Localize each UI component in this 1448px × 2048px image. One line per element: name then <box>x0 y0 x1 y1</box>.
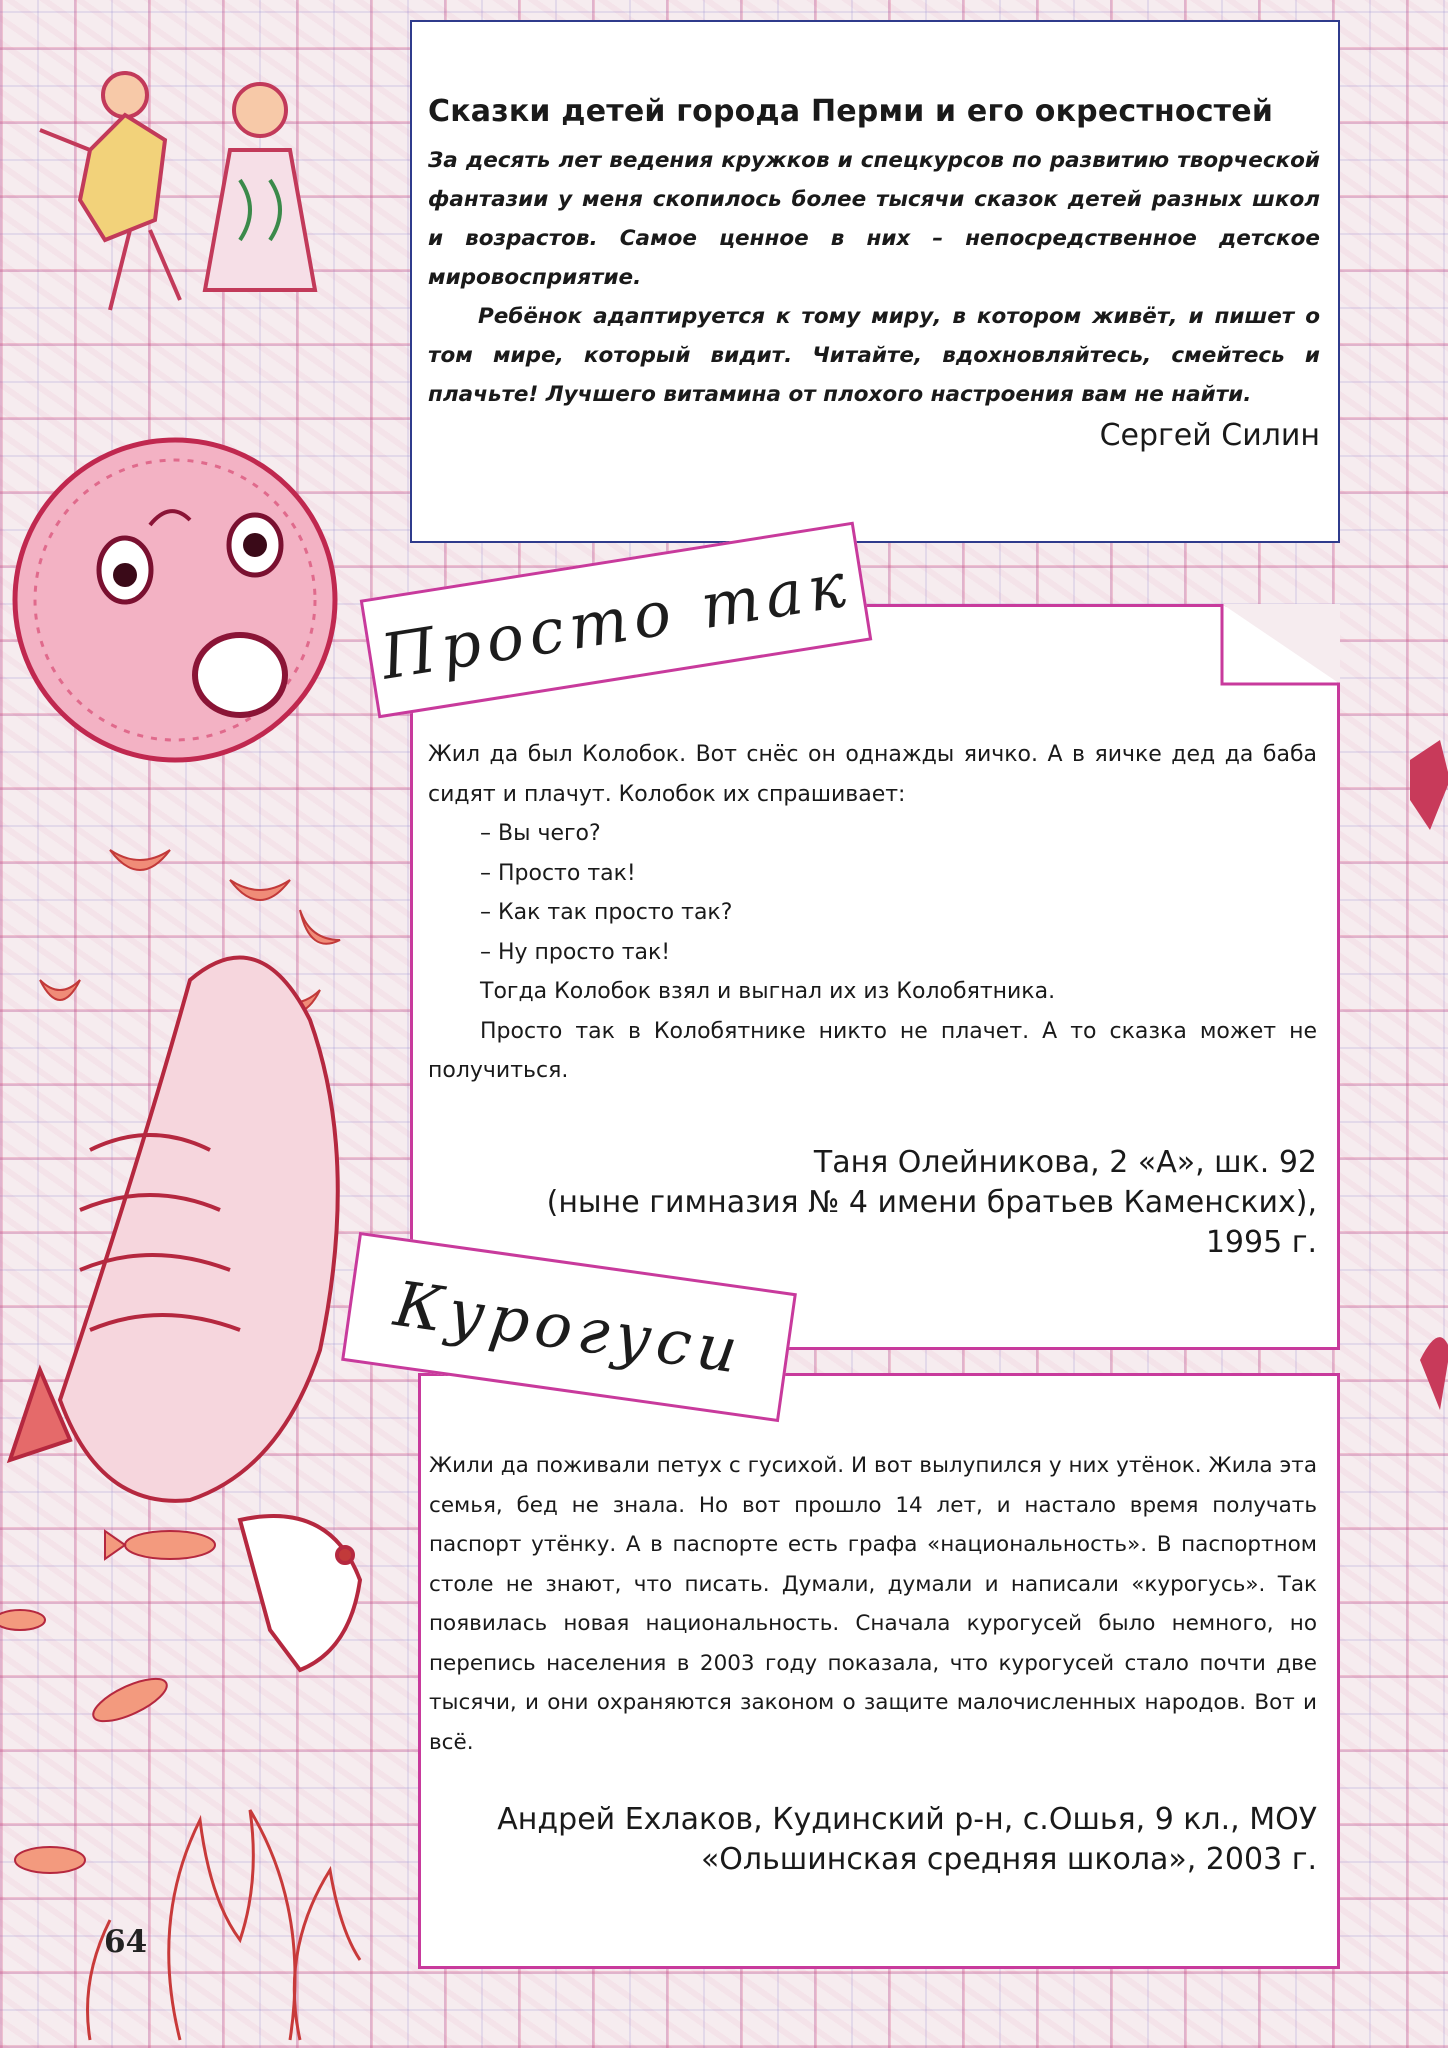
story-line: – Ну просто так! <box>480 939 671 965</box>
story-author-line: (ныне гимназия № 4 имени братьев Каменских), <box>546 1184 1317 1220</box>
fish-doodles <box>0 1531 215 1873</box>
collection-title: Сказки детей города Перми и его окрестностей <box>428 94 1274 129</box>
story-kurogusi <box>418 1373 1340 1969</box>
story-line: Просто так в Колобятнике никто не плачет. А то сказка может не получиться. <box>428 1018 1317 1083</box>
story-author-line: «Ольшинская средняя школа», 2003 г. <box>700 1842 1317 1877</box>
intro-paragraph-2: Ребёнок адаптируется к тому миру, в котором живёт, и пишет о том мире, который видит. Читайте, вдохновляйтесь, смейтесь и плачьте! Лучшего витамина от плохого настроения вам не найти. <box>428 304 1320 407</box>
story-author-line: Таня Олейникова, 2 «А», шк. 92 <box>813 1144 1317 1180</box>
story-title: Просто так <box>375 546 856 694</box>
intro-author: Сергей Силин <box>1099 418 1320 453</box>
story-prosto-tak <box>410 604 1340 1350</box>
story-line: – Как так просто так? <box>480 900 733 925</box>
story-title: Курогуси <box>390 1266 748 1388</box>
people-sketch <box>40 73 315 310</box>
story-body: Жили да поживали петух с гусихой. И вот вылупился у них утёнок. Жила эта семья, бед не знала. Но вот прошло 14 лет, и настало время получать паспорт утёнку. А в паспорте есть графа «национальность». В паспортном столе не знают, что писать. Думали, думали и написали «курогусь». Так появилась новая национальность. Сначала курогусей было немного, но перепись населения в 2003 году показала, что курогусей стало почти две тысячи, и они охраняются законом о защите малочисленных народов. Вот и всё. <box>429 1453 1317 1755</box>
right-edge-doodle <box>1410 740 1448 1410</box>
story-author-line: Андрей Ехлаков, Кудинский р-н, с.Ошья, 9 кл., МОУ <box>497 1802 1317 1837</box>
intro-box <box>410 20 1340 543</box>
page-number: 64 <box>104 1924 148 1960</box>
kolobok-illustration <box>15 440 335 760</box>
goose-illustration <box>10 958 360 1671</box>
intro-paragraph-1: За десять лет ведения кружков и спецкурсов по развитию творческой фантазии у меня скопилось более тысячи сказок детей разных школ и возрастов. Самое ценное в них – непосредственное детское мировосприятие. <box>428 148 1320 290</box>
story-line: Жил да был Колобок. Вот снёс он однажды яичко. А в яичке дед да баба сидят и плачут. Колобок их спрашивает: <box>428 742 1317 807</box>
story-line: – Просто так! <box>480 860 636 886</box>
story-author-line: 1995 г. <box>1205 1224 1317 1260</box>
story-line: Тогда Колобок взял и выгнал их из Колобятника. <box>480 979 1056 1004</box>
story-line: – Вы чего? <box>480 821 601 846</box>
